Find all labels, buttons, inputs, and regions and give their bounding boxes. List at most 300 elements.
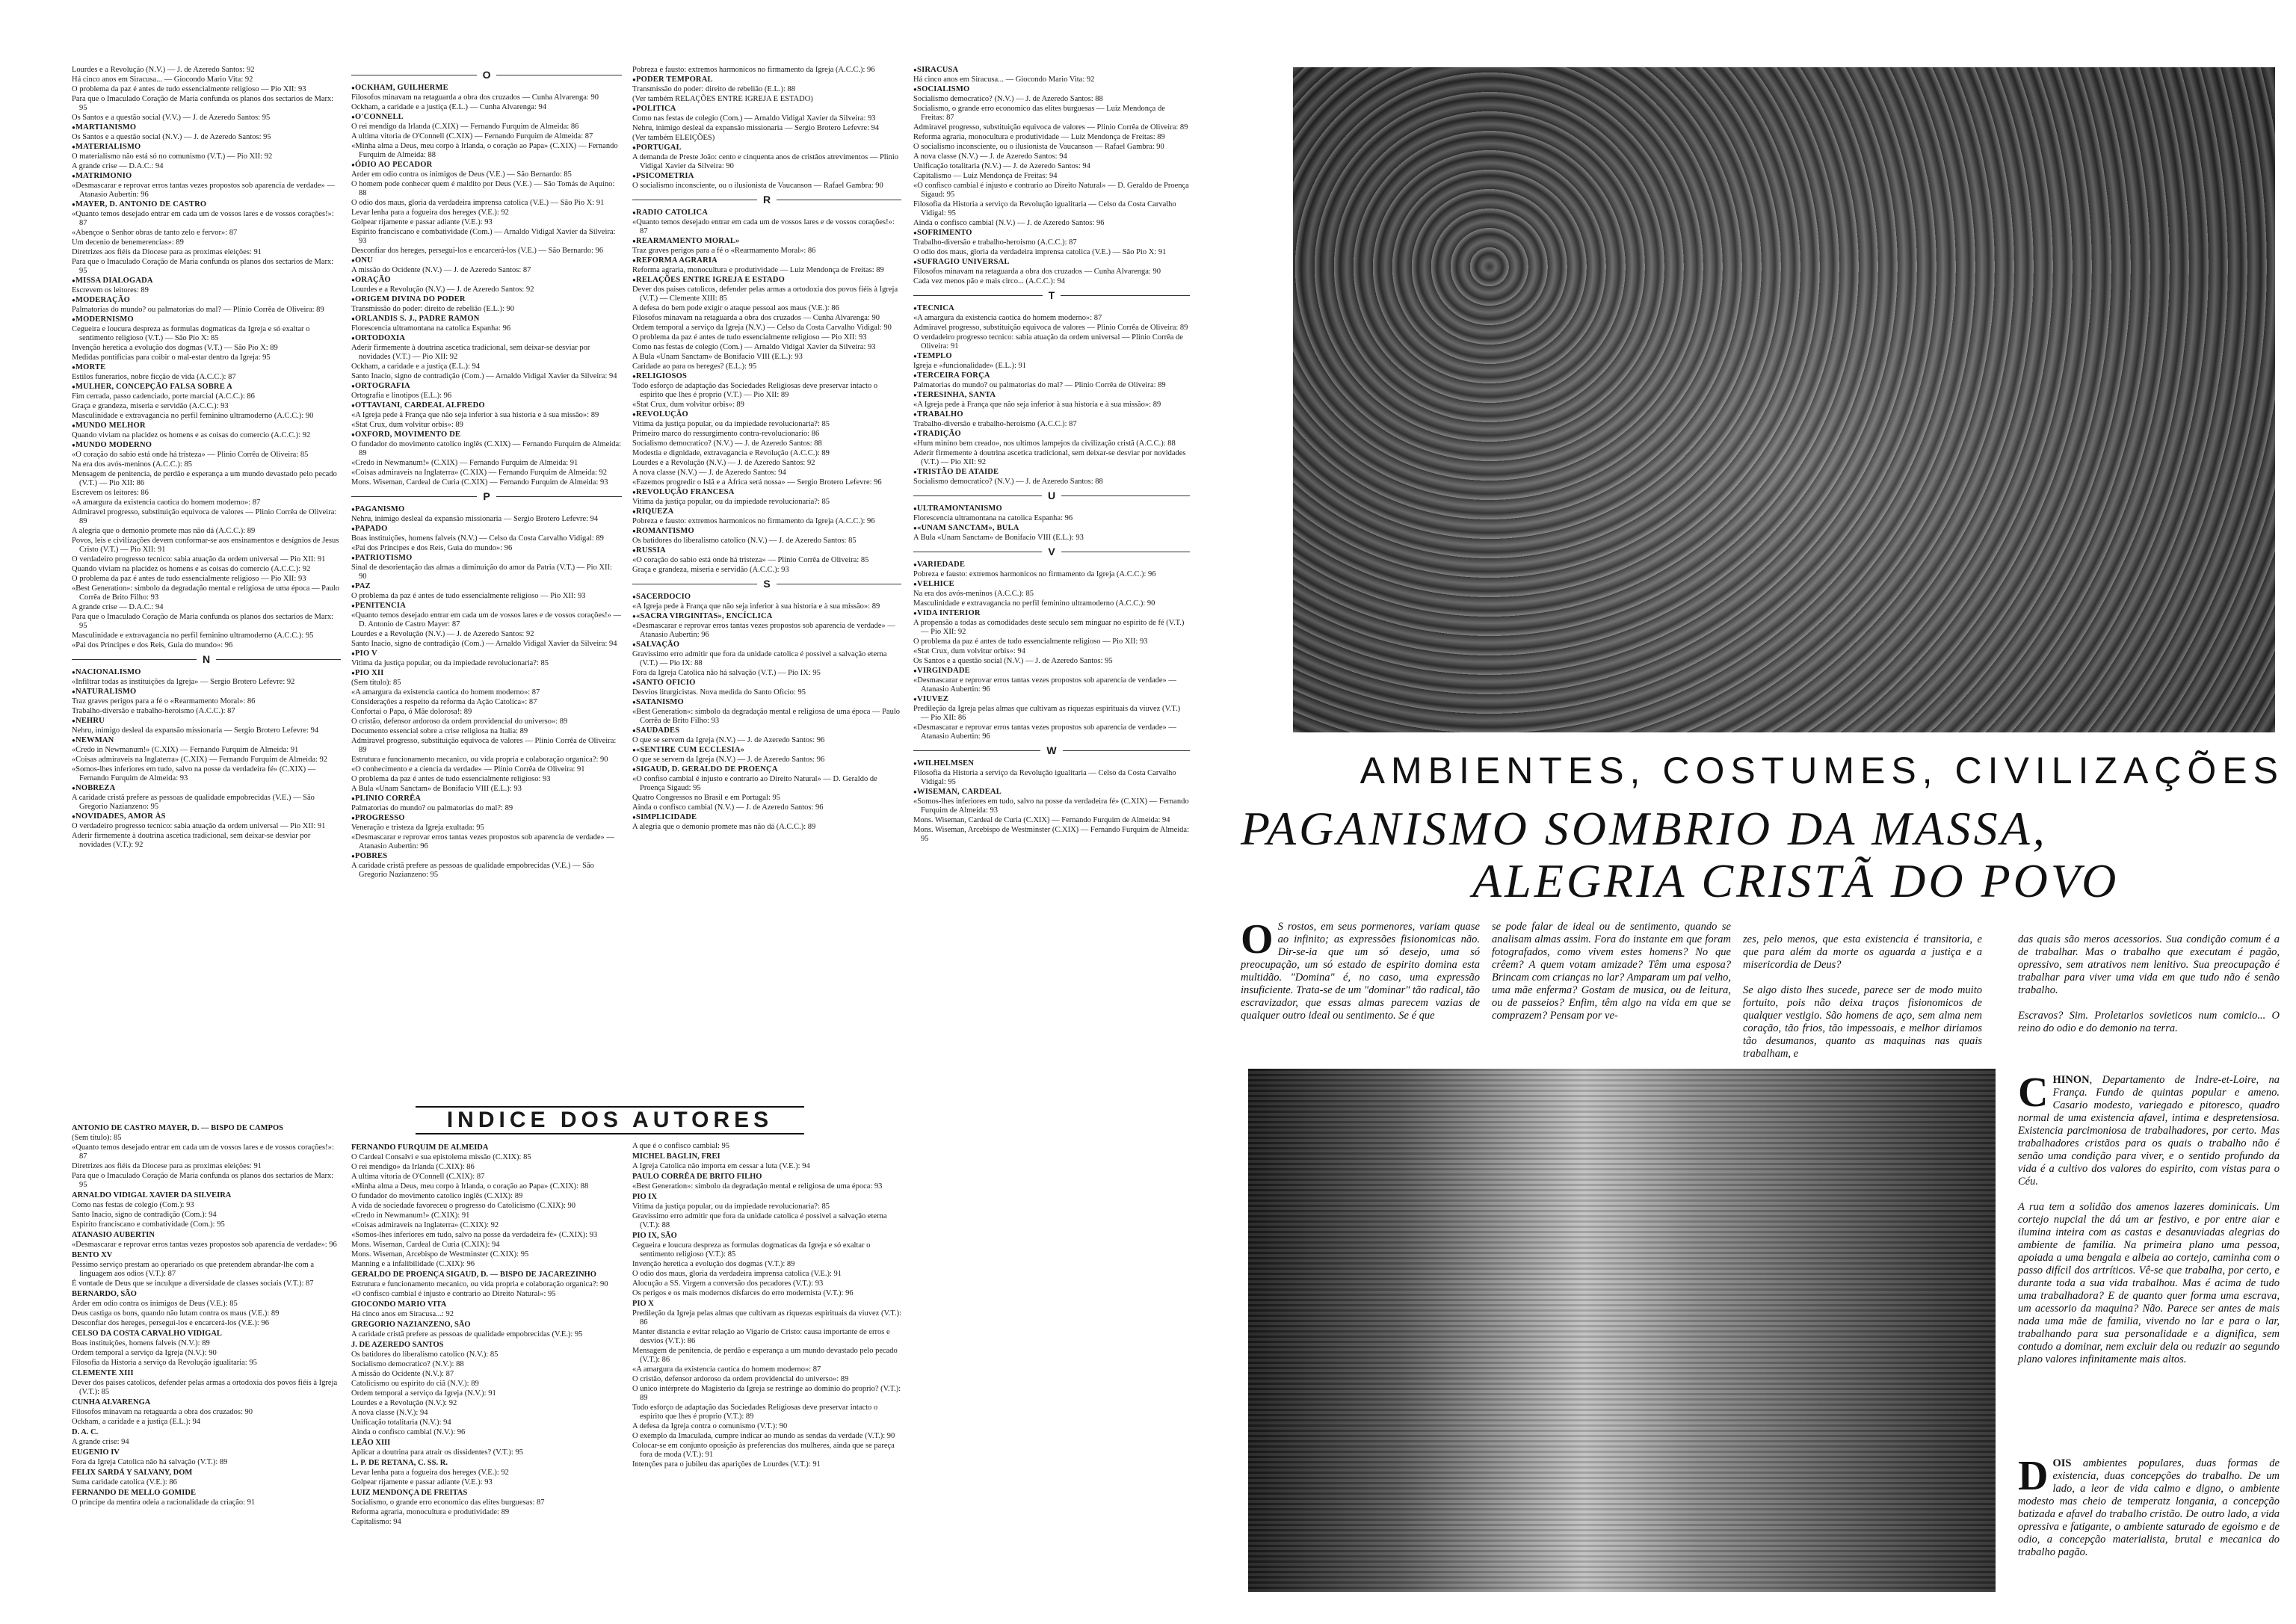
index-entry: A Bula «Unam Sanctam» de Bonifacio VIII (E.L.): 93 [632,353,803,361]
index-entry: Escrevem os leitores: 86 [72,489,149,497]
index-entry: Mons. Wiseman, Cardeal de Curia (C.XIX) — Fernando Furquim de Almeida: 93 [351,478,608,487]
author-name: ANTONIO DE CASTRO MAYER, D. — BISPO DE CAMPOS [72,1124,283,1132]
index-entry: Fim cerrada, passo cadenciado, porte marcial (A.C.C.): 86 [72,392,255,401]
index-entry: Trabalho-diversão e trabalho-heroismo (A.C.C.): 87 [913,238,1077,247]
index-heading: ● SIRACUSA [913,66,1190,75]
index-entry: Fora da Igreja Catolica não há salvação (V.T.) — Pio IX: 95 [632,669,821,677]
index-entry: O problema da paz é antes de tudo essencialmente religioso — Pio XII: 93 [913,637,1148,646]
author-work: A vida de sociedade favoreceu o progresso do Catolicismo (C.XIX): 90 [351,1202,576,1210]
author-work: Espirito franciscano e combatividade (Com.): 95 [72,1220,225,1229]
article-text: das quais são meros acessorios. Sua condição comum é a de trabalhar. Mas o trabalho que executam é pagão, opressivo, sem atrativos nem lenitivo. Sua preocupação é trabalhar para viver uma vida em que tudo não é senão trabalho. Escravos? Sim. Proletarios sovieticos num comicio... O reino do odio e do demonio na terra. [2018,933,2280,1034]
index-heading: ● SATANISMO [632,698,901,707]
author-work: A missão do Ocidente (N.V.): 87 [351,1370,454,1378]
index-entry: Socialismo democratico? (N.V.) — J. de Azeredo Santos: 88 [632,439,822,448]
author-work: O unico intérprete do Magisterio da Igreja se restringe ao dominio do proprio? (V.T.): 89 [632,1385,901,1402]
index-entry: Modestia e dignidade, extravagancia e Revolução (A.C.C.): 89 [632,449,830,457]
author-work: A ultima vitoria de O'Connell (C.XIX): 87 [351,1173,485,1181]
author-work: Para que o Imaculado Coração de Maria confunda os planos dos sectarios de Marx: 95 [72,1172,334,1189]
article-text: S rostos, em seus pormenores, variam quase ao infinito; as expressões fisionomicas não. Dir-se-ia que um só desejo, uma só preocupação, um só estado de espirito domina esta multidão. "Domina" é, no caso, uma expressão insuficiente. Trata-se de um "dominar" tão radical, tão escravizador, que essas almas parecem vazias de qualquer outro ideal ou sentimento. Se é que [1241,921,1480,1022]
index-entry: A propensão a todas as comodidades deste seculo sem minguar no espirito de fé (V.T.) — Pio XII: 92 [913,619,1185,636]
author-work: A que é o confisco cambial: 95 [632,1142,730,1150]
index-entry: O socialismo inconsciente, ou o ilusionista de Vaucanson — Rafael Gambra: 90 [913,143,1164,151]
index-entry: A Bula «Unam Sanctam» de Bonifacio VIII (E.L.): 93 [351,785,522,793]
section-kicker: AMBIENTES, COSTUMES, CIVILIZAÇÕES [1360,750,2284,791]
index-entry: «Credo in Newmanum!» (C.XIX) — Fernando Furquim de Almeida: 91 [351,459,578,467]
index-heading: ● MATERIALISMO [72,143,341,152]
index-entry: Na era dos avós-meninos (A.C.C.): 85 [913,590,1034,598]
author-work: «Desmascarar e reprovar erros tantas vezes propostos sob aparencia de verdade»: 96 [72,1241,337,1249]
author-work: A caridade cristã prefere as pessoas de qualidade empobrecidas (V.E.): 95 [351,1330,583,1339]
index-entry: Os Santos e a questão social (N.V.) — J. de Azeredo Santos: 95 [72,133,271,141]
index-entry: Socialismo democratico? (N.V.) — J. de Azeredo Santos: 88 [913,478,1103,486]
index-entry: Espírito franciscano e combatividade (Com.) — Arnaldo Vidigal Xavier da Silveira: 93 [351,228,616,245]
index-entry: A nova classe (N.V.) — J. de Azeredo Santos: 94 [913,152,1067,161]
index-entry: Ockham, a caridade e a justiça (E.L.) — Cunha Alvarenga: 94 [351,103,546,111]
author-name: LUIZ MENDONÇA DE FREITAS [351,1489,468,1497]
author-work: É vontade de Deus que se inculque a diversidade de classes sociais (V.T.): 87 [72,1279,314,1288]
letter-divider [351,492,622,501]
index-entry: (Sem titulo): 85 [351,679,401,687]
index-entry: Vitima da justiça popular, ou da impiedade revolucionaria?: 85 [632,498,830,506]
author-work: Boas instituições, homens falveis (N.V.): 89 [72,1339,210,1347]
index-entry: Quando viviam na placidez os homens e as coisas do comercio (A.C.C.): 92 [72,565,311,573]
author-work: O principe da mentira odeia a racionalidade da criação: 91 [72,1498,256,1507]
author-work: A defesa da Igreja contra o comunismo (V.T.): 90 [632,1422,788,1430]
letter-label: V [1048,546,1055,558]
wedding-street-photo [1248,1069,1996,1592]
author-work: «Best Generation»: simbolo da degradação mental e religiosa de uma época: 93 [632,1182,883,1191]
index-entry: O que se servem da Igreja (N.V.) — J. de Azeredo Santos: 96 [632,756,825,764]
index-entry: Pobreza e fausto: extremos harmonicos no firmamento da Igreja (A.C.C.): 96 [632,517,875,525]
author-name: D. A. C. [72,1428,99,1436]
index-entry: Há cinco anos em Siracusa... — Giocondo Mario Vita: 92 [72,75,253,84]
index-entry: Traz graves perigos para a fé o «Rearmamento Moral»: 86 [72,697,256,706]
index-heading: ● TECNICA [913,304,1190,313]
index-heading: ● OCKHAM, GUILHERME [351,84,622,93]
index-entry: Ainda o confisco cambial (N.V.) — J. de Azeredo Santos: 96 [913,219,1105,227]
index-entry: Vitima da justiça popular, ou da impiedade revolucionaria?: 85 [351,659,549,667]
index-heading: ● «SACRA VIRGINITAS», ENCÍCLICA [632,612,901,621]
author-work: Ordem temporal a serviço da Igreja (N.V.): 91 [351,1389,496,1398]
index-heading: ● ORIGEM DIVINA DO PODER [351,295,622,304]
index-entry: Mons. Wiseman, Cardeal de Curia (C.XIX) — Fernando Furquim de Almeida: 94 [913,816,1170,824]
article-text: se pode falar de ideal ou de sentimento, quando se analisam almas assim. Fora do instante em que foram fotografados, como vivem estes homens? No que crêem? A quem votam amizade? Têm uma esposa? Brincam com crianças no lar? Amparam um pai velho, uma mãe enferma? Gostam de musica, ou de leitura, ou de passeios? Enfim, têm algo na vida em que se comprazem? Pensam por ve- [1492,921,1731,1022]
author-work: O odio dos maus, gloria da verdadeira imprensa catolica (V.E.): 91 [632,1270,842,1278]
index-entry: «A Igreja pede à França que não seja inferior à sua historia e à sua missão»: 89 [632,602,880,611]
index-heading: ● VIDA INTERIOR [913,609,1190,618]
index-entry: Reforma agraria, monocultura e produtividade — Luiz Mendonça de Freitas: 89 [913,133,1165,141]
index-entry: «Somos-lhes inferiores em tudo, salvo na posse da verdadeira fé» (C.XIX) — Fernando Furquim de Almeida: 93 [72,765,316,782]
index-entry: Masculinidade e extravagancia no perfil feminino ultramoderno (A.C.C.): 90 [72,412,314,420]
index-heading: ● SUFRAGIO UNIVERSAL [913,258,1190,267]
index-entry: Mons. Wiseman, Arcebispo de Westminster (C.XIX) — Fernando Furquim de Almeida: 95 [913,826,1190,843]
index-heading: ● ÓDIO AO PECADOR [351,161,622,170]
index-entry: O rei mendigo da Irlanda (C.XIX) — Fernando Furquim de Almeida: 86 [351,123,579,131]
author-work: A grande crise: 94 [72,1438,129,1446]
author-work: Predileção da Igreja pelas almas que cultivam as riquezas espirituais da viuvez (V.T.): 86 [632,1309,901,1327]
index-entry: Desconfiar dos hereges, persegui-los e encarcerá-los (V.E.) — São Bernardo: 96 [351,247,604,255]
index-entry: Cada vez menos pão e mais circo... (A.C.C.): 94 [913,277,1065,285]
index-entry: O odio dos maus, gloria da verdadeira imprensa catolica (V.E.) — São Pio X: 91 [913,248,1167,256]
index-entry: Traz graves perigos para a fé o «Rearmamento Moral»: 86 [632,247,816,255]
index-heading: ● POBRES [351,852,622,861]
index-column-1 [72,66,341,1090]
index-heading: ● SIGAUD, D. GERALDO DE PROENÇA [632,765,901,774]
index-heading: ● «UNAM SANCTAM», BULA [913,524,1190,533]
index-entry: A defesa do bem pode exigir o ataque pessoal aos maus (V.E.): 86 [632,304,839,312]
index-heading: ● MARTIANISMO [72,123,341,132]
index-heading: ● ORAÇÃO [351,276,622,285]
index-entry: Filosofos minavam na retaguarda a obra dos cruzados — Cunha Alvarenga: 90 [351,93,599,102]
author-name: CLEMENTE XIII [72,1369,134,1377]
article-column-1 [1241,916,1480,1070]
index-entry: Para que o Imaculado Coração de Maria confunda os planos dos sectarios de Marx: 95 [72,613,334,630]
index-heading: ● SAUDADES [632,726,901,735]
author-name: BERNARDO, SÃO [72,1290,137,1298]
index-entry: Santo Inacio, signo de contradição (Com.) — Arnaldo Vidigal Xavier da Silveira: 94 [351,372,617,380]
index-heading: ● MATRIMONIO [72,172,341,181]
index-entry: «Best Generation»: simbolo da degradação mental e religiosa de uma época — Paulo Corrêa de Brito Filho: 93 [72,584,340,602]
index-heading: ● PAGANISMO [351,505,622,514]
index-entry: «A amargura da existencia caotica do homem moderno»: 87 [351,688,540,697]
author-work: Diretrizes aos fiéis da Diocese para as proximas eleições: 91 [72,1162,262,1170]
index-entry: Lourdes e a Revolução (N.V.) — J. de Azeredo Santos: 92 [72,66,255,74]
letter-label: R [762,194,771,206]
index-entry: Admiravel progresso, substituição equivoca de valores — Plinio Corrêa de Oliveira: 89 [913,324,1188,332]
index-heading: ● NACIONALISMO [72,668,341,677]
index-column-3 [632,66,901,1090]
index-entry: Lourdes e a Revolução (N.V.) — J. de Azeredo Santos: 92 [632,459,815,467]
index-entry: Aderir firmemente à doutrina ascetica tradicional, sem deixar-se desviar por novidades (V.T.) — Pio XII: 92 [913,449,1186,466]
index-entry: Todo esforço de adaptação das Sociedades Religiosas deve preservar intacto o espirito que lhes é proprio (V.T.) — Pio XII: 89 [632,382,878,399]
index-entry: «Minha alma a Deus, meu corpo à Irlanda, o coração ao Papa» (C.XIX) — Fernando Furquim de Almeida: 88 [351,142,618,159]
author-work: O exemplo da Imaculada, cumpre indicar ao mundo as sendas da verdade (V.T.): 90 [632,1432,895,1440]
authors-column-1 [72,1123,341,1601]
index-entry: Arder em odio contra os inimigos de Deus (V.E.) — São Bernardo: 85 [351,170,572,179]
article-text: ambientes populares, duas formas de existencia, duas concepções do trabalho. De um lado, a leor de vida calmo e digno, o ambiente modesto mas cheio de temperatz longania, a concepção batizada e afavel do trabalho cristão. De outro lado, a vida opressiva e fatigante, o ambiente saturado de egoismo e de odio, a concepção materialista, brutal e mecanica do trabalho pagão. [2018,1457,2280,1558]
letter-label: N [202,653,211,665]
index-entry: Dever dos paises catolicos, defender pelas armas a ortodoxia dos povos fiéis à Igreja (V.T.) — Clemente XIII: 85 [632,285,898,303]
index-entry: Como nas festas de colegio (Com.) — Arnaldo Vidigal Xavier da Silveira: 93 [632,114,876,123]
index-heading: ● TRADIÇÃO [913,430,1190,439]
index-entry: Na era dos avós-meninos (A.C.C.): 85 [72,460,192,469]
author-work: Os perigos e os mais modernos disfarces do erro modernista (V.T.): 96 [632,1289,854,1297]
index-entry: Ortografia e linotipos (E.L.): 96 [351,392,452,400]
author-name: FERNANDO DE MELLO GOMIDE [72,1489,196,1497]
author-work: Deus castiga os bons, quando não lutam contra os maus (V.E.): 89 [72,1309,280,1318]
index-entry: O problema da paz é antes de tudo essencialmente religioso — Pio XII: 93 [72,575,306,583]
dropcap-o: O [1241,916,1274,963]
author-work: Catolicismo ou espirito do ciã (N.V.): 89 [351,1380,479,1388]
author-name: LEÃO XIII [351,1439,391,1447]
index-entry: «O conhecimento e a ciencia da verdade» — Plinio Corrêa de Oliveira: 91 [351,765,585,774]
index-heading: ● PAZ [351,582,622,591]
index-entry: O problema da paz é antes de tudo essencialmente religioso — Pio XII: 93 [72,85,306,93]
index-heading: ● PIO XII [351,669,622,678]
index-heading: ● PROGRESSO [351,814,622,823]
index-heading: ● VIRGINDADE [913,667,1190,676]
index-entry: Ainda o confisco cambial (N.V.) — J. de Azeredo Santos: 96 [632,803,824,812]
author-work: Desconfiar dos hereges, persegui-los e encarcerá-los (V.E.): 96 [72,1319,269,1327]
index-entry: «O coração do sabio está onde há tristeza» — Plinio Corrêa de Oliveira: 85 [72,451,309,459]
index-heading: ● VIUVEZ [913,695,1190,704]
author-work: Mons. Wiseman, Arcebispo de Westminster (C.XIX): 95 [351,1250,529,1259]
index-entry: A demanda de Preste João: cento e cinquenta anos de cristãos atrevimentos — Plinio Vidigal Xavier da Silveira: 90 [632,153,899,170]
index-heading: ● RIQUEZA [632,507,901,516]
index-entry: Ockham, a caridade e a justiça (E.L.): 94 [351,362,481,371]
author-work: Cegueira e loucura despreza as formulas dogmaticas da Igreja e só exaltar o sentimento religioso (V.T.): 85 [632,1241,871,1259]
dropcap-d: D [2018,1453,2049,1499]
index-entry: A ultima vitoria de O'Connell (C.XIX) — Fernando Furquim de Almeida: 87 [351,132,593,141]
article-column-6 [2018,1453,2280,1607]
author-work: Reforma agraria, monocultura e produtividade: 89 [351,1508,510,1516]
author-work: Vitima da justiça popular, ou da impiedade revolucionaria?: 85 [632,1202,830,1211]
index-entry: Filosofos minavam na retaguarda a obra dos cruzados — Cunha Alvarenga: 90 [632,314,880,322]
index-entry: «Best Generation»: simbolo da degradação mental e religiosa de uma época — Paulo Corrêa de Brito Filho: 93 [632,708,901,725]
index-entry: O verdadeiro progresso tecnico: sabia atuação da ordem universal — Pio XII: 91 [72,555,326,564]
index-entry: Lourdes e a Revolução (N.V.) — J. de Azeredo Santos: 92 [351,630,534,638]
index-entry: Considerações a respeito da reforma da Ação Catolica»: 87 [351,698,537,706]
index-entry: «O coração do sabio está onde há tristeza» — Plinio Corrêa de Oliveira: 85 [632,556,869,564]
index-heading: ● MUNDO MODERNO [72,441,341,450]
index-entry: A Bula «Unam Sanctam» de Bonifacio VIII (E.L.): 93 [913,534,1084,542]
index-entry: A nova classe (N.V.) — J. de Azeredo Santos: 94 [632,469,786,477]
index-heading: ● MORTE [72,363,341,372]
index-entry: Veneração e tristeza da Igreja exultada: 95 [351,824,484,832]
index-heading: ● ORTODOXIA [351,334,622,343]
index-entry: Golpear rijamente e passar adiante (V.E.): 93 [351,218,493,226]
index-entry: Palmatorias do mundo? ou palmatorias do mal? — Plinio Corrêa de Oliveira: 89 [72,306,324,314]
index-entry: Medidas pontificias para coibir o mal-estar dentro da Igreja: 95 [72,353,271,362]
index-entry: Desvios liturgicistas. Nova medida do Santo Oficio: 95 [632,688,806,697]
index-entry: «A amargura da existencia caotica do homem moderno»: 87 [72,498,261,507]
index-entry: Graça e grandeza, miseria e servidão (A.C.C.): 93 [72,402,229,410]
index-entry: Filosofia da Historia a serviço da Revolução igualitaria — Celso da Costa Carvalho Vidigal: 95 [913,769,1176,786]
author-work: Ainda o confisco cambial (N.V.): 96 [351,1428,466,1436]
index-entry: Aderir firmemente à doutrina ascetica tradicional, sem deixar-se desviar por novidades (V.T.): 92 [72,832,311,849]
index-entry: A grande crise — D.A.C.: 94 [72,162,164,170]
index-entry: «O confiso cambial é injusto e contrario ao Direito Natural» — D. Geraldo de Proença Sigaud: 95 [632,775,877,792]
author-work: O fundador do movimento catolico inglês (C.XIX): 89 [351,1192,523,1200]
index-entry: Levar lenha para a fogueira dos hereges (V.E.): 92 [351,209,509,217]
index-entry: Os Santos e a questão social (V.V.) — J. de Azeredo Santos: 95 [72,114,271,122]
author-work: Socialismo democratico? (N.V.): 88 [351,1360,464,1368]
index-entry: Gravissimo erro admitir que fora da unidade catolica é possivel a salvação eterna (V.T.) — Pio IX: 88 [632,650,887,667]
index-entry: Palmatorias do mundo? ou palmatorias do mal?: 89 [351,804,513,812]
author-work: Filosofia da Historia a serviço da Revolução igualitaria: 95 [72,1359,257,1367]
authors-column-3 [632,1142,901,1601]
index-entry: «Quanto temos desejado entrar em cada um de vossos lares e de vossos corações!»: 87 [632,218,895,235]
index-entry: Transmissão do poder: direito de rebelião (E.L.): 88 [632,85,796,93]
letter-label: P [483,490,490,502]
index-entry: Lourdes e a Revolução (N.V.) — J. de Azeredo Santos: 92 [351,285,534,294]
index-entry: Florescencia ultramontana na catolica Espanha: 96 [913,514,1073,522]
author-work: Dever dos paises catolicos, defender pelas armas a ortodoxia dos povos fiéis à Igreja (V.T.): 85 [72,1379,338,1396]
index-heading: ● PORTUGAL [632,143,901,152]
index-heading: ● VELHICE [913,580,1190,589]
author-work: Unificação totalitaria (N.V.): 94 [351,1418,451,1427]
index-entry: «Somos-lhes inferiores em tudo, salvo na posse da verdadeira fé» (C.XIX) — Fernando Furquim de Almeida: 93 [913,797,1189,815]
article-column-5 [2018,1061,2280,1442]
index-entry: Povos, leis e civilizações devem conformar-se aos ensinamentos e desígnios de Jesus Cristo (V.T.) — Pio XII: 91 [72,537,339,554]
index-entry: A alegria que o demonio promete mas não dá (A.C.C.): 89 [72,527,256,535]
author-work: O cristão, defensor ardoroso da ordem providencial do universo»: 89 [632,1375,849,1383]
index-heading: ● ORTOGRAFIA [351,382,622,391]
index-entry: «Fazemos progredir o Islã e a África será nossa» — Sergio Brotero Lefevre: 96 [632,478,882,487]
index-heading: ● MAYER, D. ANTONIO DE CASTRO [72,200,341,209]
index-entry: «A Igreja pede à França que não seja inferior à sua historia e à sua missão»: 89 [913,401,1161,409]
index-heading: ● RELIGIOSOS [632,372,901,381]
index-entry: Um decenio de benemerencias»: 89 [72,238,184,247]
index-entry: Socialismo democratico? (N.V.) — J. de Azeredo Santos: 88 [913,95,1103,103]
index-heading: ● ONU [351,256,622,265]
index-entry: Trabalho-diversão e trabalho-heroismo (A.C.C.): 87 [72,707,235,715]
index-heading: ● OXFORD, MOVIMENTO DE [351,430,622,439]
dropcap-c: C [2018,1069,2049,1116]
index-heading: ● SALVAÇÃO [632,640,901,649]
author-work: Estrutura e funcionamento mecanico, ou vida propria e colaboração organica?: 90 [351,1280,608,1288]
index-entry: Aderir firmemente à doutrina ascetica tradicional, sem deixar-se desviar por novidades (V.T.) — Pio XII: 92 [351,344,590,361]
author-work: «Coisas admiraveis na Inglaterra» (C.XIX): 92 [351,1221,499,1229]
index-entry: Estrutura e funcionamento mecanico, ou vida propria e colaboração organica?: 90 [351,756,608,764]
index-heading: ● REFORMA AGRARIA [632,256,901,265]
index-heading: ● REARMAMENTO MORAL» [632,237,901,246]
index-entry: Admiravel progresso, substituição equivoca de valores — Plinio Corrêa de Oliveira: 89 [913,123,1188,132]
author-work: Arder em odio contra os inimigos de Deus (V.E.): 85 [72,1300,238,1308]
index-entry: Há cinco anos em Siracusa... — Giocondo Mario Vita: 92 [913,75,1095,84]
author-name: PAULO CORRÊA DE BRITO FILHO [632,1173,762,1181]
index-entry: Reforma agraria, monocultura e produtividade — Luiz Mendonça de Freitas: 89 [632,266,884,274]
index-entry: «Credo in Newmanum!» (C.XIX) — Fernando Furquim de Almeida: 91 [72,746,299,754]
index-entry: «Desmascarar e reprovar erros tantas vezes propostos sob aparencia de verdade» — Atanasio Aubertin: 96 [913,676,1176,694]
index-entry: Capitalismo — Luiz Mendonça de Freitas: 94 [913,172,1058,180]
author-work: O Cardeal Consalvi e sua epistolema missão (C.XIX): 85 [351,1153,531,1161]
author-name: FELIX SARDÁ Y SALVANY, DOM [72,1469,193,1477]
index-heading: ● «SENTIRE CUM ECCLESIA» [632,746,901,755]
index-heading: ● NOBREZA [72,784,341,793]
letter-label: U [1047,490,1056,501]
index-entry: O fundador do movimento catolico inglês (C.XIX) — Fernando Furquim de Almeida: 89 [351,440,622,457]
index-heading: ● MODERNISMO [72,315,341,324]
index-entry: Documento essencial sobre a crise religiosa na Italia: 89 [351,727,528,735]
author-work: Golpear rijamente e passar adiante (V.E.): 93 [351,1478,493,1486]
index-entry: O socialismo inconsciente, ou o ilusionista de Vaucanson — Rafael Gambra: 90 [632,182,883,190]
index-heading: ● PLINIO CORRÊA [351,794,622,803]
article-text: , Departamento de Indre-et-Loire, na França. Fundo de quintas popular e ameno. Casario modesto, variegado e pitoresco, quadro normal de uma existencia afavel, intima e despretensiosa. Existencia parcimoniosa de trabalhadores, por certo. Mas trabalhadores cristãos para os quais o trabalho não é senão uma condição para viver, e o sentido profundo da vida é a cultivo dos valores do espirito, com vistas para o Céu. A rua tem a solidão dos amenos lazeres dominicais. Um cortejo nupcial the dá um ar festivo, e por entre aiar e ilumina inteira com as castas e desanuviadas alegrias do ambiente de familia. Na primeira plano uma pessoa, apoiada a uma bengala e albeia ao cortejo, caminha com o passo difícil dos artríticos. Vê-se que trabalha, por certo, e durante toda a sua vida trabalhou. Mas é acima de tudo uma trabalhadora? E de quanto quer forma uma escrava, um acessorio da maquina? Não. Parece ser antes de mais nada uma mãe de familia, vivendo no lar e para o lar, trabalhando para sua personalidade e a dignifica, sem contudo a dominar, nem excluir dela ou reduzir ao segundo plano valores infinitamente mais altos. [2018,1074,2280,1365]
author-work: «Somos-lhes inferiores em tudo, salvo na posse da verdadeira fé» (C.XIX): 93 [351,1231,598,1239]
author-work: «Credo in Newmanum!» (C.XIX): 91 [351,1211,470,1220]
index-entry: «Desmascarar e reprovar erros tantas vezes propostos sob aparencia de verdade» — Atanasio Aubertin: 96 [913,723,1176,741]
index-heading: ● ORLANDIS S. J., PADRE RAMON [351,315,622,324]
index-entry: «Coisas admiraveis na Inglaterra» (C.XIX) — Fernando Furquim de Almeida: 92 [351,469,608,477]
index-entry: Os batidores do liberalismo catolico (N.V.) — J. de Azeredo Santos: 85 [632,537,857,545]
lead-word: HINON [2052,1074,2090,1086]
article-column-3 [1743,921,1982,1070]
index-entry: «Pai dos Principes e dos Reis, Guia do mundo»: 96 [351,544,513,552]
index-entry: Caridade ao para os hereges? (E.L.): 95 [632,362,757,371]
index-heading: ● REVOLUÇÃO FRANCESA [632,488,901,497]
author-name: GIOCONDO MARIO VITA [351,1300,447,1309]
author-name: CELSO DA COSTA CARVALHO VIDIGAL [72,1330,222,1338]
index-heading: ● SIMPLICIDADE [632,813,901,822]
index-entry: Vitima da justiça popular, ou da impiedade revolucionaria?: 85 [632,420,830,428]
index-entry: Os Santos e a questão social (N.V.) — J. de Azeredo Santos: 95 [913,657,1113,665]
author-work: Mensagem de penitencia, de perdão e esperança a um mundo devastado pelo pecado (V.T.): 86 [632,1347,898,1364]
index-entry: Nehru, inimigo desleal da expansão missionaria — Sergio Brotero Lefevre: 94 [632,124,880,132]
headline-line-1: PAGANISMO SOMBRIO DA MASSA, [1241,802,2048,855]
index-heading: ● PENITENCIA [351,602,622,611]
index-entry: O odio dos maus, gloria da verdadeira imprensa catolica (V.E.) — São Pio X: 91 [351,199,605,207]
author-name: L. P. DE RETANA, C. SS. R. [351,1459,448,1467]
author-work: Filosofos minavam na retaguarda a obra dos cruzados: 90 [72,1408,253,1416]
index-heading: ● MISSA DIALOGADA [72,277,341,285]
author-work: Lourdes e a Revolução (N.V.): 92 [351,1399,457,1407]
index-entry: O verdadeiro progresso tecnico: sabia atuação da ordem universal — Pio XII: 91 [72,822,326,830]
index-entry: Diretrizes aos fiéis da Diocese para as proximas eleições: 91 [72,248,262,256]
index-heading: ● TERCEIRA FORÇA [913,371,1190,380]
index-entry: O verdadeiro progresso tecnico: sabia atuação da ordem universal — Plinio Corrêa de Oliveira: 91 [913,333,1183,351]
index-entry: Masculinidade e extravagancia no perfil feminino ultramoderno (A.C.C.): 90 [913,599,1155,608]
index-entry: Primeiro marco do ressurgimento contra-revolucionario: 86 [632,430,820,438]
index-heading: ● TRABALHO [913,410,1190,419]
index-heading: ● PIO V [351,649,622,658]
author-work: Há cinco anos em Siracusa...: 92 [351,1310,454,1318]
index-entry: Nehru, inimigo desleal da expansão missionaria — Sergio Brotero Lefevre: 94 [72,726,319,735]
authors-column-2 [351,1142,622,1601]
author-work: Pessimo serviço prestam ao operariado os que pretendem abrandar-lhe com a linguagem aos odios (V.T.): 87 [72,1261,315,1278]
index-heading: ● SACERDOCIO [632,593,901,602]
index-entry: A grande crise — D.A.C.: 94 [72,603,164,611]
letter-label: S [763,578,771,590]
author-work: «O confisco cambial é injusto e contrario ao Direito Natural»: 95 [351,1290,556,1298]
author-work: Alocução a SS. Virgem a conversão dos pecadores (V.T.): 93 [632,1279,824,1288]
letter-divider [632,195,901,204]
author-work: Manter distancia e evitar relação ao Vigario de Cristo: causa importante de erros e desvios (V.T.): 86 [632,1328,890,1345]
index-entry: Nehru, inimigo desleal da expansão missionaria — Sergio Brotero Lefevre: 94 [351,515,599,523]
index-entry: «Infiltrar todas as instituições da Igreja» — Sergio Brotero Lefevre: 92 [72,678,295,686]
author-work: Gravissimo erro admitir que fora da unidade catolica é possivel a salvação eterna (V.T.): 88 [632,1212,887,1229]
index-entry: Filosofos minavam na retaguarda a obra dos cruzados — Cunha Alvarenga: 90 [913,268,1161,276]
lead-word: OIS [2052,1457,2072,1469]
index-entry: O materialismo não está só no comunismo (V.T.) — Pio XII: 92 [72,152,273,161]
index-heading: ● NOVIDADES, AMOR ÀS [72,812,341,821]
author-name: GREGORIO NAZIANZENO, SÃO [351,1321,471,1329]
author-work: A Igreja Catolica não importa em cessar a luta (V.E.): 94 [632,1162,810,1170]
index-heading: ● PATRIOTISMO [351,554,622,563]
index-entry: O que se servem da Igreja (N.V.) — J. de Azeredo Santos: 96 [632,736,825,744]
author-name: FERNANDO FURQUIM DE ALMEIDA [351,1143,489,1152]
index-heading: ● PSICOMETRIA [632,172,901,181]
index-entry: A caridade cristã prefere as pessoas de qualidade empobrecidas (V.E.) — São Gregorio Nazianzeno: 95 [72,794,315,811]
author-work: Fora da Igreja Catolica não há salvação (V.T.): 89 [72,1458,228,1466]
index-entry: Boas instituições, homens falveis (N.V.) — Celso da Costa Carvalho Vidigal: 89 [351,534,604,543]
index-entry: Masculinidade e extravagancia no perfil feminino ultramoderno (A.C.C.): 95 [72,632,314,640]
index-entry: Invenção heretica a evolução dos dogmas (V.T.) — São Pio X: 89 [72,344,278,352]
author-name: PIO X [632,1300,654,1308]
index-entry: Graça e grandeza, miseria e servidão (A.C.C.): 93 [632,566,789,574]
index-entry: A alegria que o demonio promete mas não dá (A.C.C.): 89 [632,823,816,831]
author-name: ATANASIO AUBERTIN [72,1231,155,1239]
index-heading: ● O'CONNELL [351,113,622,122]
index-entry: Admiravel progresso, substituição equivoca de valores — Plinio Corrêa de Oliveira: 89 [351,737,617,754]
index-heading: ● RELAÇÕES ENTRE IGREJA E ESTADO [632,276,901,285]
index-heading: ● RUSSIA [632,546,901,555]
index-entry: «Quanto temos desejado entrar em cada um de vossos lares e de vossos corações!»: 87 [72,210,334,227]
index-heading: ● WILHELMSEN [913,759,1190,768]
author-work: «Minha alma a Deus, meu corpo à Irlanda, o coração ao Papa» (C.XIX): 88 [351,1182,589,1191]
author-work: Ordem temporal a serviço da Igreja (N.V.): 90 [72,1349,217,1357]
index-entry: «Stat Crux, dum volvitur orbis»: 89 [632,401,744,409]
